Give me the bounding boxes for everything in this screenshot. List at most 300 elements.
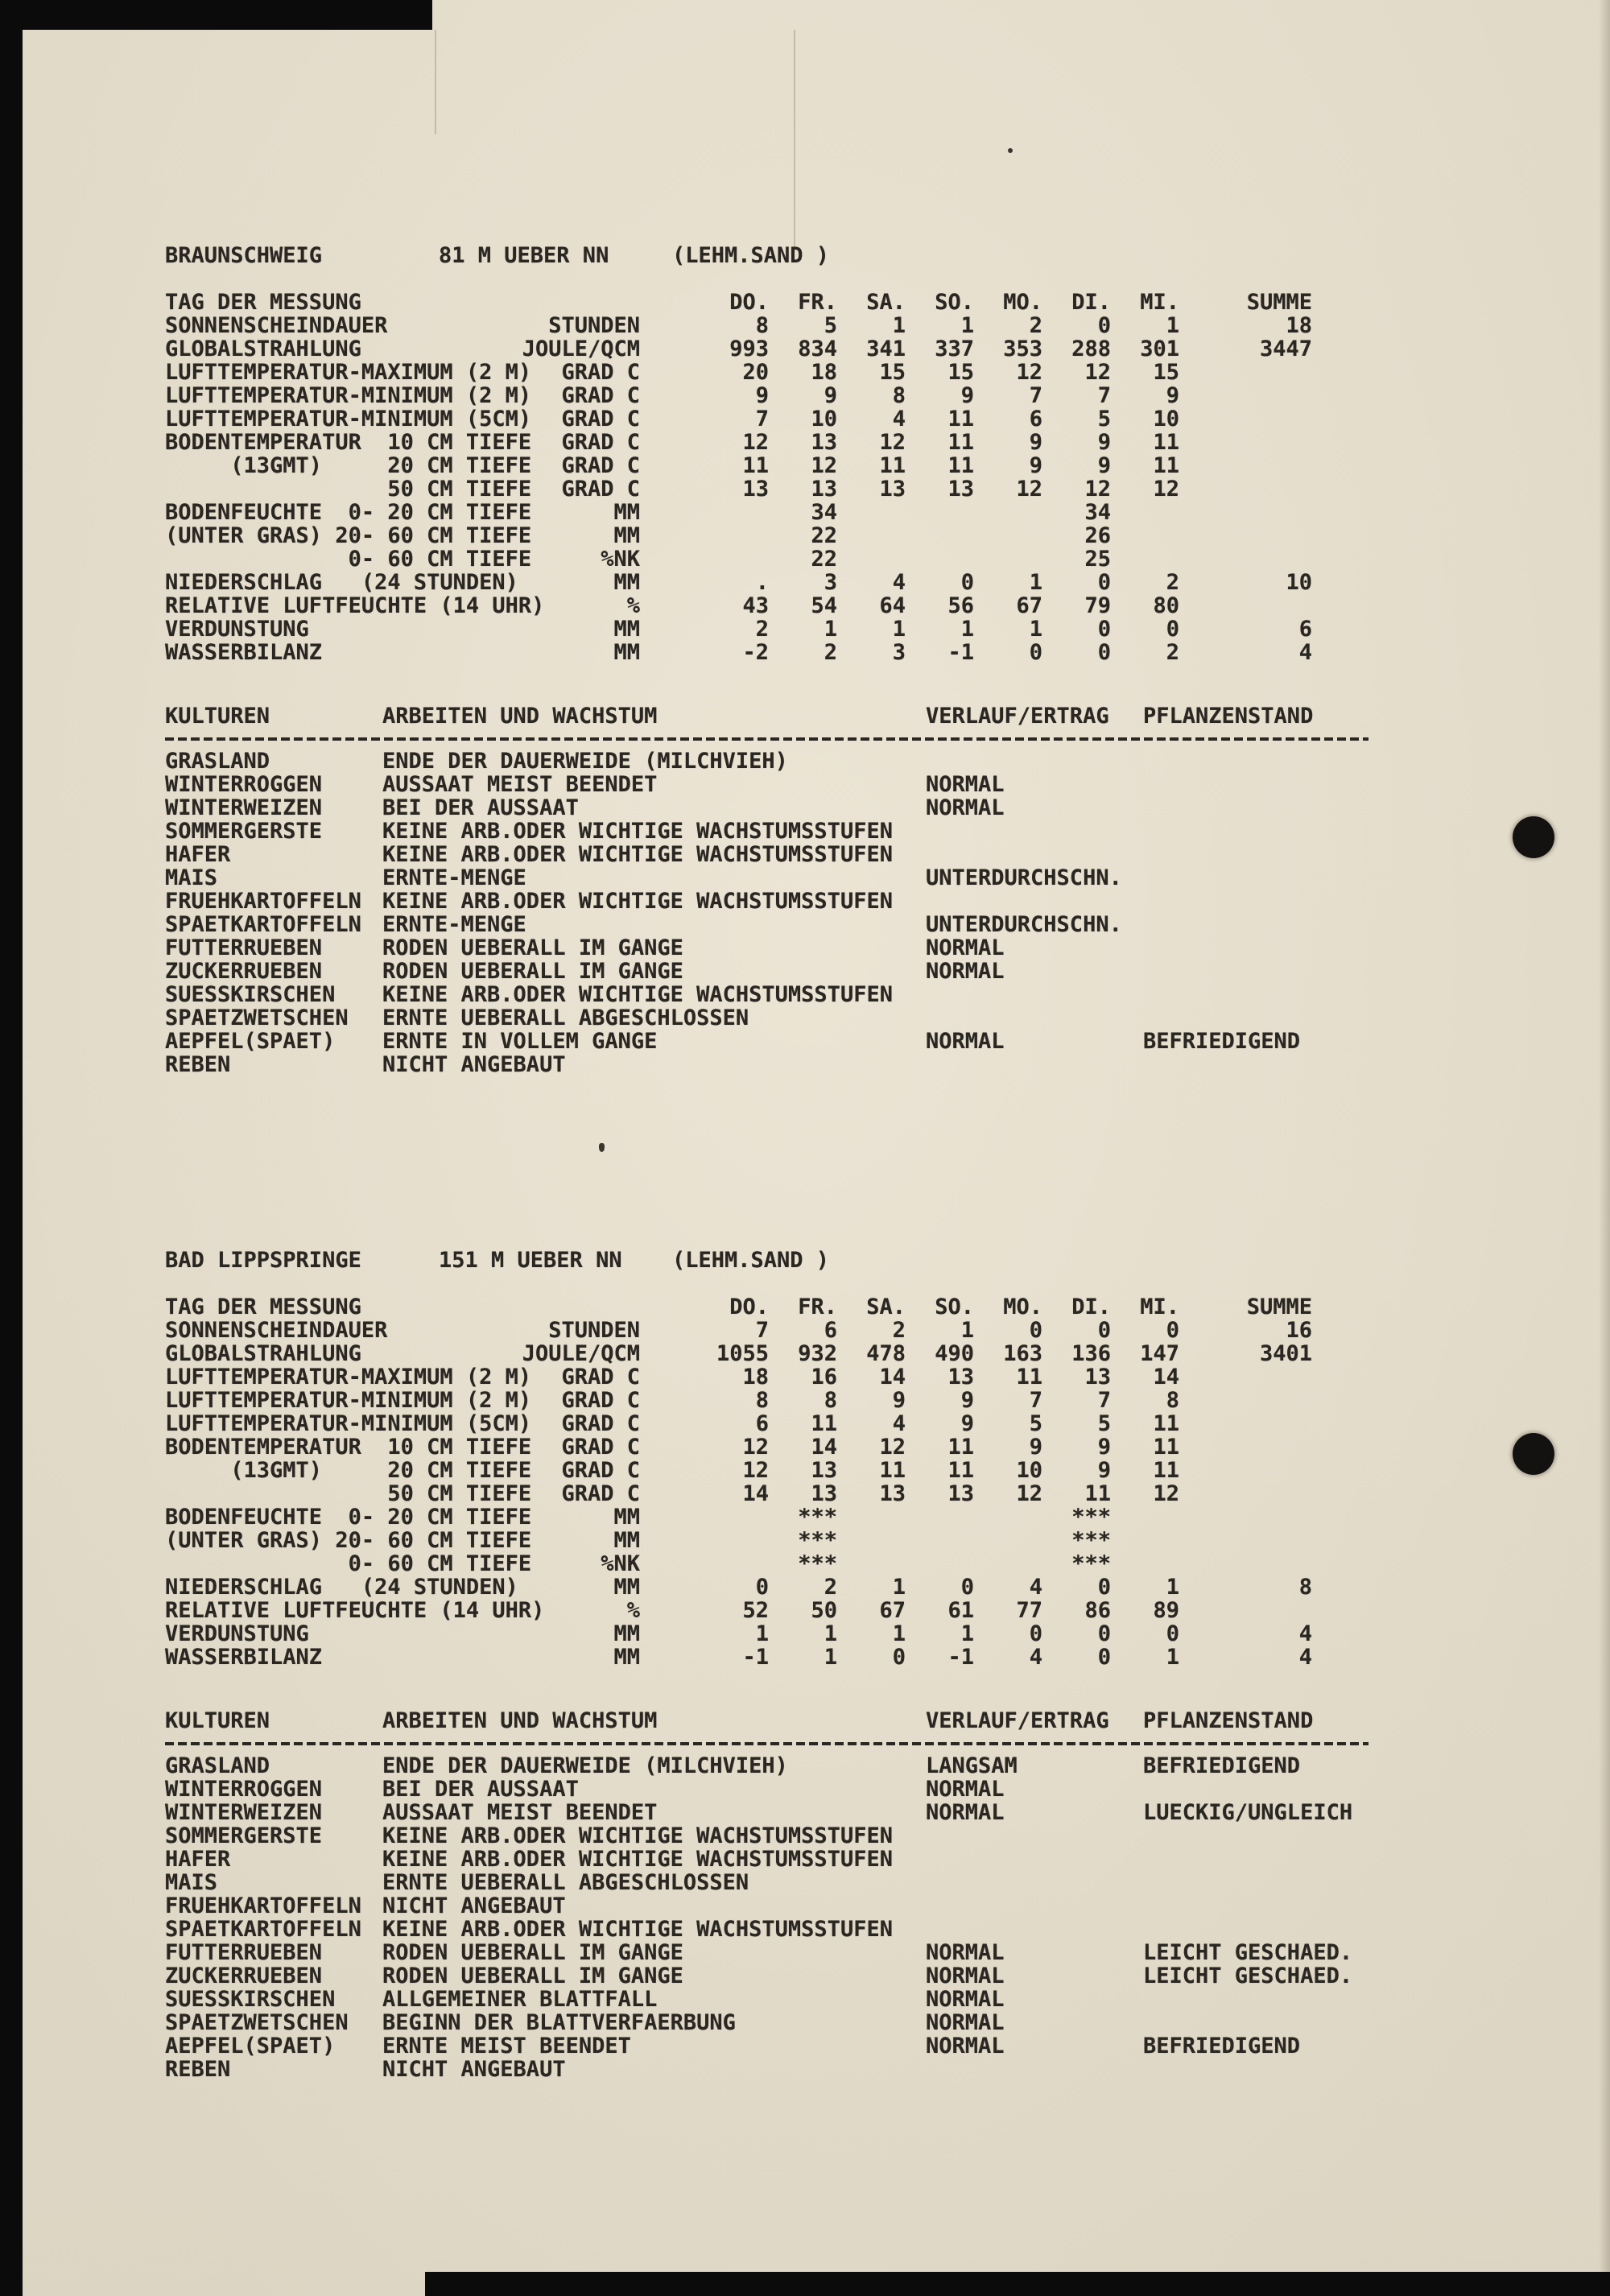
progress-yield: [926, 2058, 1143, 2081]
day-value: [1111, 501, 1179, 524]
day-value: 77: [1016, 1598, 1042, 1623]
work-and-growth: ALLGEMEINER BLATTFALL: [382, 1987, 658, 2012]
weather-table-header-row: [165, 1295, 1389, 1319]
sum-value: [1179, 1482, 1312, 1505]
day-value: 13: [742, 477, 769, 502]
day-value: 3: [824, 570, 837, 595]
progress-yield: [926, 1006, 1143, 1030]
day-value: [640, 501, 769, 524]
progress-yield: [926, 1894, 1143, 1918]
measurement-unit: %NK: [601, 547, 640, 572]
measurement-label: NIEDERSCHLAG (24 STUNDEN): [165, 1575, 518, 1600]
day-value: [906, 1529, 974, 1552]
station-soil-type: (LEHM.SAND ): [672, 243, 830, 268]
day-value: ***: [1071, 1505, 1111, 1530]
measurement-unit: MM: [613, 1621, 640, 1646]
culture-name: SPAETKARTOFFELN: [165, 1917, 361, 1942]
progress-yield: LANGSAM: [926, 1753, 1018, 1778]
weather-row: [165, 454, 1389, 477]
culture-name: MAIS: [165, 1870, 218, 1895]
day-value: 12: [1016, 1481, 1042, 1506]
day-value: 147: [1140, 1341, 1179, 1366]
day-value: [1111, 1529, 1179, 1552]
weather-row: [165, 1575, 1389, 1599]
measurement-unit: %: [626, 593, 640, 618]
dashed-separator-line: [165, 1742, 1368, 1745]
day-value: 12: [879, 1435, 906, 1460]
cultures-header-verlauf-ertrag: VERLAUF/ERTRAG: [926, 704, 1109, 729]
cultures-rows: [165, 750, 1389, 1076]
work-and-growth: AUSSAAT MEIST BEENDET: [382, 772, 658, 797]
station-header: [165, 244, 1389, 267]
day-header: MO.: [1003, 1295, 1042, 1319]
day-value: 14: [811, 1435, 837, 1460]
sum-value: [1179, 524, 1312, 547]
day-value: 1: [1166, 1645, 1179, 1670]
day-value: 14: [1153, 1365, 1179, 1390]
day-value: 9: [1166, 383, 1179, 408]
day-value: 16: [811, 1365, 837, 1390]
hole-punch-bottom: [1513, 1433, 1554, 1475]
day-value: 7: [1029, 1388, 1042, 1413]
day-value: 52: [742, 1598, 769, 1623]
day-header: MI.: [1140, 290, 1179, 315]
cultures-header-arbeiten: ARBEITEN UND WACHSTUM: [382, 704, 658, 729]
weather-row: [165, 1459, 1389, 1482]
culture-row: [165, 1053, 1389, 1076]
day-value: 7: [755, 407, 769, 432]
day-value: 56: [947, 593, 974, 618]
culture-row: [165, 1824, 1389, 1848]
weather-row: [165, 477, 1389, 501]
measurement-unit: JOULE/QCM: [522, 1341, 640, 1366]
day-value: [640, 1505, 769, 1529]
culture-row: [165, 1894, 1389, 1918]
plant-condition: [1143, 866, 1368, 890]
day-value: 14: [742, 1481, 769, 1506]
day-value: 34: [811, 500, 837, 525]
plant-condition: [1143, 913, 1368, 936]
work-and-growth: ERNTE MEIST BEENDET: [382, 2034, 631, 2059]
progress-yield: UNTERDURCHSCHN.: [926, 912, 1122, 937]
culture-name: AEPFEL(SPAET): [165, 1029, 336, 1054]
day-value: 13: [947, 1481, 974, 1506]
day-value: 43: [742, 593, 769, 618]
day-value: 12: [742, 430, 769, 455]
weather-table-header-row: [165, 291, 1389, 314]
station-name: BRAUNSCHWEIG: [165, 243, 323, 268]
culture-row: [165, 2058, 1389, 2081]
day-header: DI.: [1071, 1295, 1111, 1319]
culture-name: SPAETZWETSCHEN: [165, 2010, 349, 2035]
day-value: 13: [947, 477, 974, 502]
day-value: 1: [960, 313, 974, 338]
day-value: 337: [935, 337, 974, 361]
sum-value: [1179, 1435, 1312, 1459]
culture-name: SPAETKARTOFFELN: [165, 912, 361, 937]
plant-condition: [1143, 960, 1368, 983]
station-elevation: 151 M UEBER NN: [439, 1248, 622, 1273]
cultures-header-pflanzenstand: PFLANZENSTAND: [1143, 1708, 1314, 1733]
day-value: 5: [1097, 1411, 1111, 1436]
weather-row: [165, 1389, 1389, 1412]
progress-yield: NORMAL: [926, 959, 1005, 984]
day-header: SA.: [866, 290, 906, 315]
sum-header: SUMME: [1246, 1295, 1312, 1319]
work-and-growth: ERNTE IN VOLLEM GANGE: [382, 1029, 658, 1054]
day-value: 8: [755, 313, 769, 338]
day-value: 2: [1166, 570, 1179, 595]
day-value: 1: [755, 1621, 769, 1646]
progress-yield: NORMAL: [926, 1029, 1005, 1054]
day-value: 11: [1153, 1458, 1179, 1483]
culture-name: SUESSKIRSCHEN: [165, 982, 336, 1007]
day-value: 0: [1029, 1621, 1042, 1646]
culture-row: [165, 960, 1389, 983]
day-value: 13: [811, 477, 837, 502]
day-value: 7: [1029, 383, 1042, 408]
weather-row: [165, 1552, 1389, 1575]
day-value: 9: [960, 1388, 974, 1413]
plant-condition: [1143, 1053, 1368, 1076]
sum-value: [1179, 1389, 1312, 1412]
day-value: 13: [1084, 1365, 1111, 1390]
day-value: 6: [1029, 407, 1042, 432]
day-value: 8: [824, 1388, 837, 1413]
day-value: [974, 1505, 1042, 1529]
work-and-growth: ENDE DER DAUERWEIDE (MILCHVIEH): [382, 1753, 788, 1778]
culture-row: [165, 913, 1389, 936]
culture-name: FRUEHKARTOFFELN: [165, 1893, 361, 1918]
day-value: 4: [1029, 1645, 1042, 1670]
culture-row: [165, 2034, 1389, 2058]
day-value: 1: [1029, 617, 1042, 642]
work-and-growth: KEINE ARB.ODER WICHTIGE WACHSTUMSSTUFEN: [382, 1823, 893, 1848]
culture-row: [165, 866, 1389, 890]
plant-condition: [1143, 843, 1368, 866]
measurement-unit: MM: [613, 1528, 640, 1553]
sum-value: 3401: [1259, 1341, 1312, 1366]
work-and-growth: KEINE ARB.ODER WICHTIGE WACHSTUMSSTUFEN: [382, 1847, 893, 1872]
day-value: 11: [1016, 1365, 1042, 1390]
culture-name: REBEN: [165, 1052, 231, 1077]
day-value: [906, 501, 974, 524]
weather-row: [165, 1622, 1389, 1646]
paper-crease-vertical: [794, 30, 795, 247]
progress-yield: NORMAL: [926, 772, 1005, 797]
day-value: 2: [755, 617, 769, 642]
day-value: [837, 524, 906, 547]
day-value: 5: [824, 313, 837, 338]
measurement-unit: STUNDEN: [548, 1318, 640, 1343]
measurement-label: 50 CM TIEFE: [165, 477, 532, 502]
day-value: 0: [1166, 617, 1179, 642]
work-and-growth: ERNTE-MENGE: [382, 865, 526, 890]
day-value: 10: [1153, 407, 1179, 432]
station-report: [165, 244, 1389, 1076]
day-value: 6: [824, 1318, 837, 1343]
day-value: [837, 1505, 906, 1529]
sum-value: [1179, 547, 1312, 571]
culture-name: SOMMERGERSTE: [165, 1823, 323, 1848]
progress-yield: [926, 1053, 1143, 1076]
plant-condition: [1143, 1918, 1368, 1941]
day-value: 18: [811, 360, 837, 385]
culture-name: FRUEHKARTOFFELN: [165, 889, 361, 914]
measurement-unit: GRAD C: [561, 1435, 640, 1460]
day-header: FR.: [798, 1295, 837, 1319]
weather-row: [165, 1482, 1389, 1505]
culture-row: [165, 1848, 1389, 1871]
sum-value: [1179, 384, 1312, 407]
day-value: 5: [1097, 407, 1111, 432]
measurement-label: LUFTTEMPERATUR-MAXIMUM (2 M): [165, 1365, 532, 1390]
day-value: 0: [1097, 640, 1111, 665]
day-value: ***: [798, 1551, 837, 1576]
measurement-label: LUFTTEMPERATUR-MINIMUM (2 M): [165, 383, 532, 408]
weather-row: [165, 1599, 1389, 1622]
progress-yield: [926, 843, 1143, 866]
day-value: 11: [811, 1411, 837, 1436]
sum-value: 6: [1298, 617, 1312, 642]
day-value: 89: [1153, 1598, 1179, 1623]
day-value: 11: [1153, 453, 1179, 478]
day-value: 1: [960, 617, 974, 642]
progress-yield: NORMAL: [926, 795, 1005, 820]
day-value: 12: [1153, 477, 1179, 502]
day-value: [974, 1552, 1042, 1575]
culture-name: FUTTERRUEBEN: [165, 935, 323, 960]
culture-row: [165, 1964, 1389, 1988]
work-and-growth: ERNTE-MENGE: [382, 912, 526, 937]
day-value: 7: [1097, 1388, 1111, 1413]
progress-yield: [926, 890, 1143, 913]
plant-condition: [1143, 773, 1368, 796]
day-value: 86: [1084, 1598, 1111, 1623]
measurement-unit: GRAD C: [561, 1481, 640, 1506]
culture-row: [165, 820, 1389, 843]
day-value: 67: [879, 1598, 906, 1623]
work-and-growth: ERNTE UEBERALL ABGESCHLOSSEN: [382, 1870, 749, 1895]
measurement-label: SONNENSCHEINDAUER: [165, 1318, 388, 1343]
day-value: 13: [879, 1481, 906, 1506]
measurement-label: RELATIVE LUFTFEUCHTE (14 UHR): [165, 1598, 545, 1623]
measurement-unit: GRAD C: [561, 1388, 640, 1413]
measurement-label: NIEDERSCHLAG (24 STUNDEN): [165, 570, 518, 595]
measurement-label: 50 CM TIEFE: [165, 1481, 532, 1506]
sum-value: [1179, 407, 1312, 431]
weather-row: [165, 594, 1389, 617]
culture-row: [165, 796, 1389, 820]
measurement-unit: MM: [613, 1575, 640, 1600]
progress-yield: NORMAL: [926, 1777, 1005, 1802]
weather-row: [165, 407, 1389, 431]
day-value: 79: [1084, 593, 1111, 618]
culture-row: [165, 1871, 1389, 1894]
day-value: [906, 1552, 974, 1575]
day-value: [837, 547, 906, 571]
day-value: 9: [1097, 453, 1111, 478]
weather-row: [165, 571, 1389, 594]
day-value: 1: [960, 1621, 974, 1646]
day-value: 4: [892, 407, 906, 432]
day-value: ***: [1071, 1528, 1111, 1553]
day-value: 1055: [716, 1341, 769, 1366]
plant-condition: [1143, 1824, 1368, 1848]
day-value: 0: [755, 1575, 769, 1600]
day-value: 353: [1003, 337, 1042, 361]
measurement-unit: MM: [613, 570, 640, 595]
progress-yield: [926, 1848, 1143, 1871]
measurement-label: (13GMT) 20 CM TIEFE: [165, 1458, 532, 1483]
day-value: 80: [1153, 593, 1179, 618]
weather-rows: [165, 314, 1389, 664]
plant-condition: BEFRIEDIGEND: [1143, 1753, 1301, 1778]
plant-condition: LEICHT GESCHAED.: [1143, 1964, 1353, 1988]
measurement-unit: JOULE/QCM: [522, 337, 640, 361]
progress-yield: [926, 1918, 1143, 1941]
day-value: 9: [755, 383, 769, 408]
sum-value: [1179, 454, 1312, 477]
day-value: 0: [1166, 1318, 1179, 1343]
progress-yield: [926, 750, 1143, 773]
measurement-label: 0- 60 CM TIEFE: [165, 547, 532, 572]
sum-value: 4: [1298, 1621, 1312, 1646]
day-value: 0: [1029, 1318, 1042, 1343]
culture-row: [165, 890, 1389, 913]
day-value: 9: [1097, 430, 1111, 455]
plant-condition: [1143, 796, 1368, 820]
culture-name: GRASLAND: [165, 749, 270, 774]
dashed-separator-line: [165, 737, 1368, 741]
sum-value: 16: [1286, 1318, 1312, 1343]
measurement-label: WASSERBILANZ: [165, 640, 323, 665]
measurement-unit: MM: [613, 500, 640, 525]
day-value: [974, 1529, 1042, 1552]
day-value: [1111, 1552, 1179, 1575]
day-value: -1: [742, 1645, 769, 1670]
day-value: 1: [824, 1645, 837, 1670]
day-value: 12: [742, 1458, 769, 1483]
day-value: 4: [892, 1411, 906, 1436]
day-value: 136: [1071, 1341, 1111, 1366]
plant-condition: [1143, 936, 1368, 960]
plant-condition: LUECKIG/UNGLEICH: [1143, 1800, 1353, 1825]
day-value: 26: [1084, 523, 1111, 548]
day-header: FR.: [798, 290, 837, 315]
work-and-growth: KEINE ARB.ODER WICHTIGE WACHSTUMSSTUFEN: [382, 889, 893, 914]
plant-condition: [1143, 820, 1368, 843]
day-value: 8: [755, 1388, 769, 1413]
day-header: DO.: [729, 290, 769, 315]
work-and-growth: KEINE ARB.ODER WICHTIGE WACHSTUMSSTUFEN: [382, 842, 893, 867]
station-soil-type: (LEHM.SAND ): [672, 1248, 830, 1273]
day-value: 11: [1153, 1435, 1179, 1460]
station-header: [165, 1249, 1389, 1272]
weather-row: [165, 361, 1389, 384]
day-value: .: [755, 570, 769, 595]
measurement-unit: GRAD C: [561, 360, 640, 385]
station-elevation: 81 M UEBER NN: [439, 243, 609, 268]
culture-row: [165, 1030, 1389, 1053]
work-and-growth: KEINE ARB.ODER WICHTIGE WACHSTUMSSTUFEN: [382, 982, 893, 1007]
day-value: -1: [947, 1645, 974, 1670]
day-value: 11: [947, 453, 974, 478]
sum-value: [1179, 431, 1312, 454]
day-value: 490: [935, 1341, 974, 1366]
day-value: 1: [892, 313, 906, 338]
day-value: 9: [960, 383, 974, 408]
day-value: -1: [947, 640, 974, 665]
day-value: 12: [742, 1435, 769, 1460]
day-value: 2: [1166, 640, 1179, 665]
cultures-rows: [165, 1754, 1389, 2081]
culture-name: HAFER: [165, 842, 231, 867]
day-value: 3: [892, 640, 906, 665]
culture-name: HAFER: [165, 1847, 231, 1872]
day-value: 11: [1084, 1481, 1111, 1506]
day-header: SA.: [866, 1295, 906, 1319]
weather-row: [165, 1505, 1389, 1529]
plant-condition: BEFRIEDIGEND: [1143, 1029, 1301, 1054]
cultures-table: [165, 704, 1389, 1076]
sum-value: [1179, 594, 1312, 617]
measurement-unit: MM: [613, 1505, 640, 1530]
plant-condition: [1143, 2011, 1368, 2034]
plant-condition: [1143, 2058, 1368, 2081]
day-value: 0: [1097, 617, 1111, 642]
day-value: 341: [866, 337, 906, 361]
day-value: 1: [1166, 313, 1179, 338]
progress-yield: NORMAL: [926, 1964, 1005, 1988]
station-name: BAD LIPPSPRINGE: [165, 1248, 361, 1273]
day-value: 15: [947, 360, 974, 385]
sum-value: [1179, 501, 1312, 524]
day-value: 0: [1097, 1645, 1111, 1670]
culture-row: [165, 1778, 1389, 1801]
measurement-label: (UNTER GRAS) 20- 60 CM TIEFE: [165, 1528, 532, 1553]
sum-value: [1179, 361, 1312, 384]
day-value: [974, 501, 1042, 524]
day-value: 1: [892, 1621, 906, 1646]
weather-row: [165, 1319, 1389, 1342]
day-value: 12: [1084, 360, 1111, 385]
progress-yield: [926, 1824, 1143, 1848]
day-header: SO.: [935, 290, 974, 315]
culture-row: [165, 983, 1389, 1006]
measurement-unit: MM: [613, 523, 640, 548]
measurement-label: LUFTTEMPERATUR-MINIMUM (5CM): [165, 407, 532, 432]
culture-row: [165, 1006, 1389, 1030]
plant-condition: [1143, 983, 1368, 1006]
day-value: 993: [729, 337, 769, 361]
culture-row: [165, 1754, 1389, 1778]
culture-row: [165, 843, 1389, 866]
day-value: 478: [866, 1341, 906, 1366]
work-and-growth: BEI DER AUSSAAT: [382, 795, 579, 820]
measurement-unit: STUNDEN: [548, 313, 640, 338]
day-value: 12: [879, 430, 906, 455]
plant-condition: [1143, 1871, 1368, 1894]
day-value: 64: [879, 593, 906, 618]
day-value: [906, 547, 974, 571]
weather-row: [165, 641, 1389, 664]
day-value: [640, 547, 769, 571]
day-value: 11: [1153, 430, 1179, 455]
day-value: 12: [1016, 477, 1042, 502]
work-and-growth: NICHT ANGEBAUT: [382, 1052, 566, 1077]
weather-row: [165, 1412, 1389, 1435]
